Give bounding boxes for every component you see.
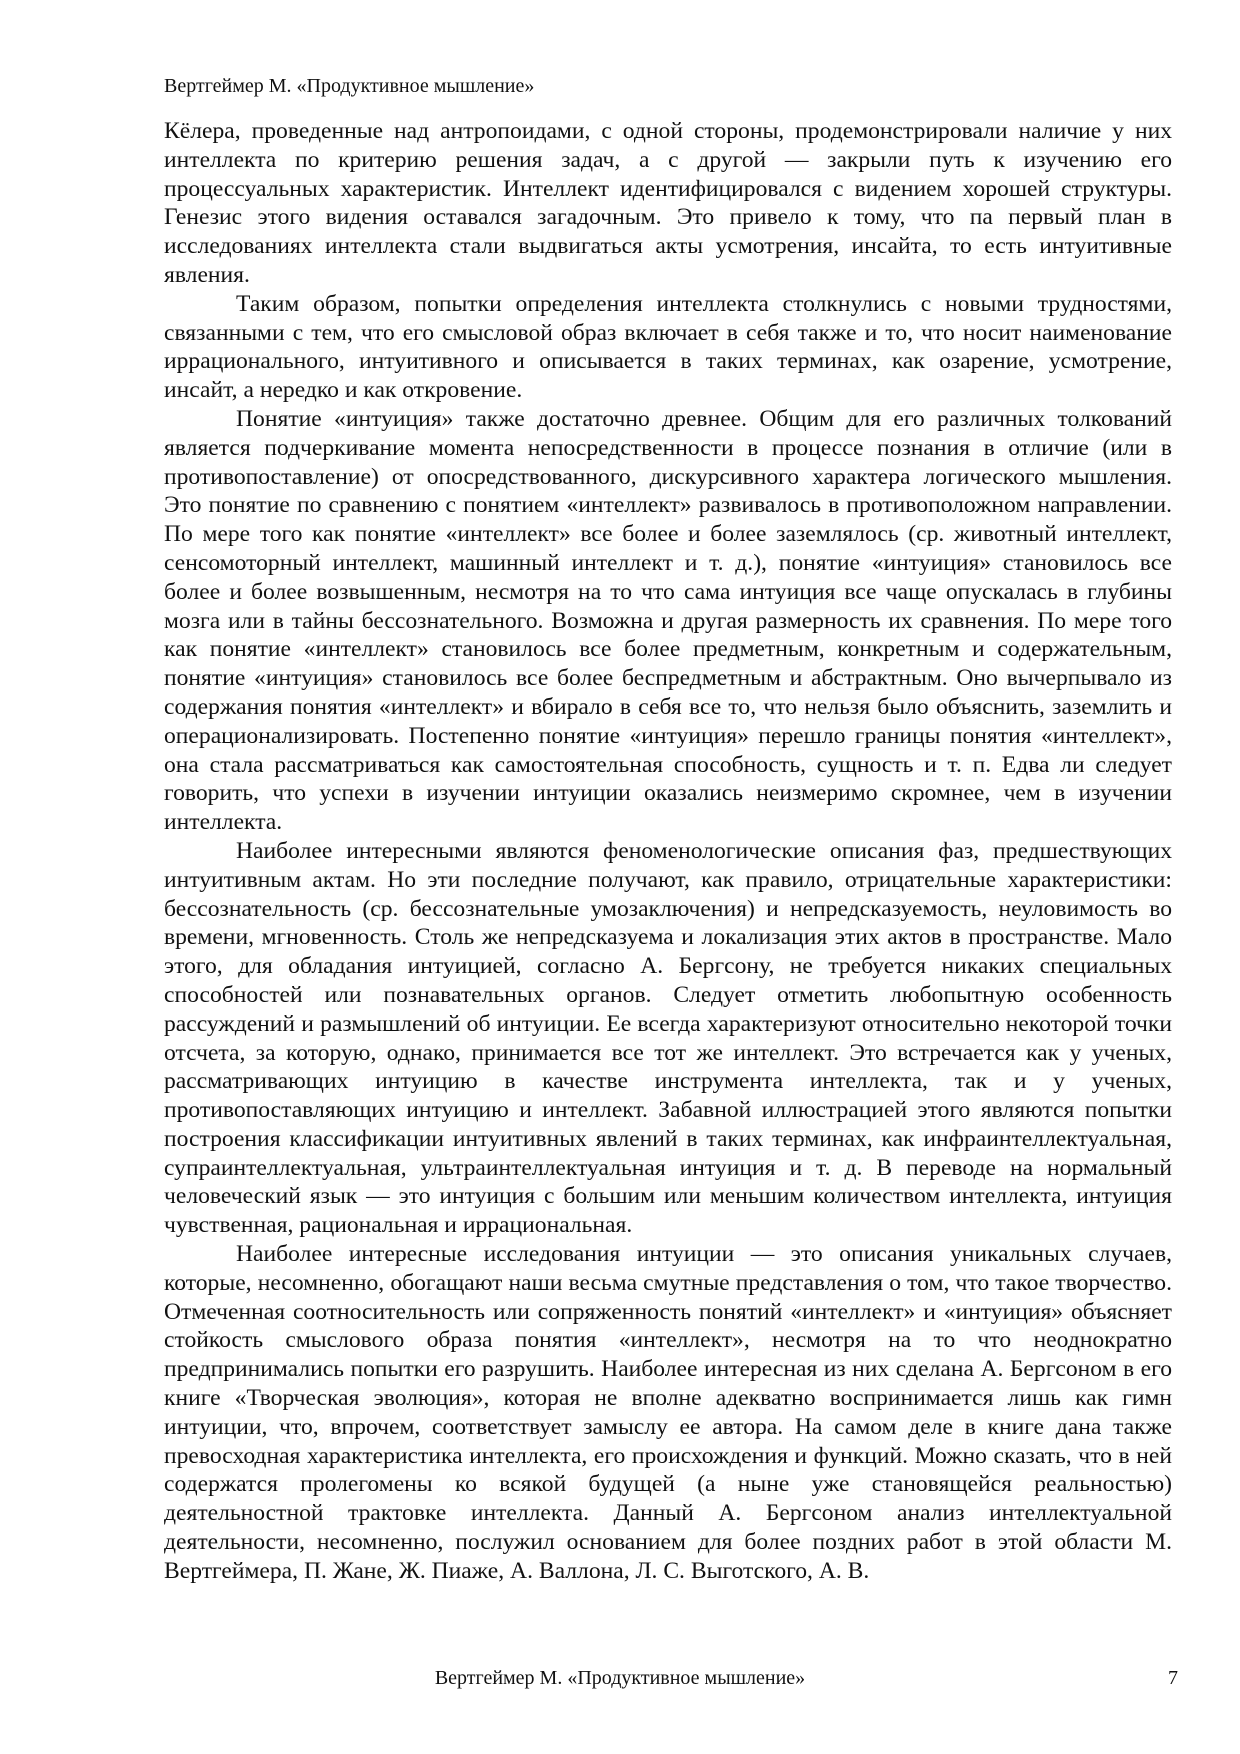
footer-title: Вертгеймер М. «Продуктивное мышление» (434, 1667, 806, 1689)
running-header: Вертгеймер М. «Продуктивное мышление» (164, 75, 535, 97)
paragraph-1: Кёлера, проведенные над антропоидами, с одной стороны, продемонстрировали наличие у них интеллекта по критерию решения задач, а с другой — закрыли путь к изучению его процессуальных характеристик. Интеллект идентифицировался с видением хорошей структуры. Генезис этого видения оставался загадочным. Это привело к тому, что па первый план в исследованиях интеллекта стали выдвигаться акты усмотрения, инсайта, то есть интуитивные явления. (164, 118, 1172, 288)
page-number: 7 (1168, 1667, 1178, 1689)
paragraph-3: Понятие «интуиция» также достаточно древнее. Общим для его различных толкований является подчеркивание момента непосредственности в процессе познания в отличие (или в противопоставление) от опосредствованного, дискурсивного характера логического мышления. Это понятие по сравнению с понятием «интеллект» развивалось в противоположном направлении. По мере того как понятие «интеллект» все более и более заземлялось (ср. животный интеллект, сенсомоторный интеллект, машинный интеллект и т. д.), понятие «интуиция» становилось все более и более возвышенным, несмотря на то что сама интуиция все чаще опускалась в глубины мозга или в тайны бессознательного. Возможна и другая размерность их сравнения. По мере того как понятие «интеллект» становилось все более предметным, конкретным и содержательным, понятие «интуиция» становилось все более беспредметным и абстрактным. Оно вычерпывало из содержания понятия «интеллект» и вбирало в себя все то, что нельзя было объяснить, заземлить и операционализировать. Постепенно понятие «интуиция» перешло границы понятия «интеллект», она стала рассматриваться как самостоятельная способность, сущность и т. п. Едва ли следует говорить, что успехи в изучении интуиции оказались неизмеримо скромнее, чем в изучении интеллекта. (164, 405, 1172, 836)
paragraph-5: Наиболее интересные исследования интуиции — это описания уникальных случаев, которые, несомненно, обогащают наши весьма смутные представления о том, что такое творчество. Отмеченная соотносительность или сопряженность понятий «интеллект» и «интуиция» объясняет стойкость смыслового образа понятия «интеллект», несмотря на то что неоднократно предпринимались попытки его разрушить. Наиболее интересная из них сделана А. Бергсоном в его книге «Творческая эволюция», которая не вполне адекватно воспринимается лишь как гимн интуиции, что, впрочем, соответствует замыслу ее автора. На самом деле в книге дана также превосходная характеристика интеллекта, его происхождения и функций. Можно сказать, что в ней содержатся пролегомены ко всякой будущей (а ныне уже становящейся реальностью) деятельностной трактовке интеллекта. Данный А. Бергсоном анализ интеллектуальной деятельности, несомненно, послужил основанием для более поздних работ в этой области М. Вертгеймера, П. Жане, Ж. Пиаже, А. Валлона, Л. С. Выготского, А. В. (164, 1241, 1172, 1584)
paragraph-4: Наиболее интересными являются феноменологические описания фаз, предшествующих интуитивным актам. Но эти последние получают, как правило, отрицательные характеристики: бессознательность (ср. бессознательные умозаключения) и непредсказуемость, неуловимость во времени, мгновенность. Столь же непредсказуема и локализация этих актов в пространстве. Мало этого, для обладания интуицией, согласно А. Бергсону, не требуется никаких специальных способностей или познавательных органов. Следует отметить любопытную особенность рассуждений и размышлений об интуиции. Ее всегда характеризуют относительно некоторой точки отсчета, за которую, однако, принимается все тот же интеллект. Это встречается как у ученых, рассматривающих интуицию в качестве инструмента интеллекта, так и у ученых, противопоставляющих интуицию и интеллект. Забавной иллюстрацией этого являются попытки построения классификации интуитивных явлений в таких терминах, как инфраинтеллектуальная, супраинтеллектуальная, ультраинтеллектуальная интуиция и т. д. В переводе на нормальный человеческий язык — это интуиция с большим или меньшим количеством интеллекта, интуиция чувственная, рациональная и иррациональная. (164, 837, 1172, 1239)
body-text (164, 117, 1172, 1586)
paragraph-2: Таким образом, попытки определения интеллекта столкнулись с новыми трудностями, связанными с тем, что его смысловой образ включает в себя также и то, что носит наименование иррационального, интуитивного и описывается в таких терминах, как озарение, усмотрение, инсайт, а нередко и как откровение. (164, 290, 1172, 404)
